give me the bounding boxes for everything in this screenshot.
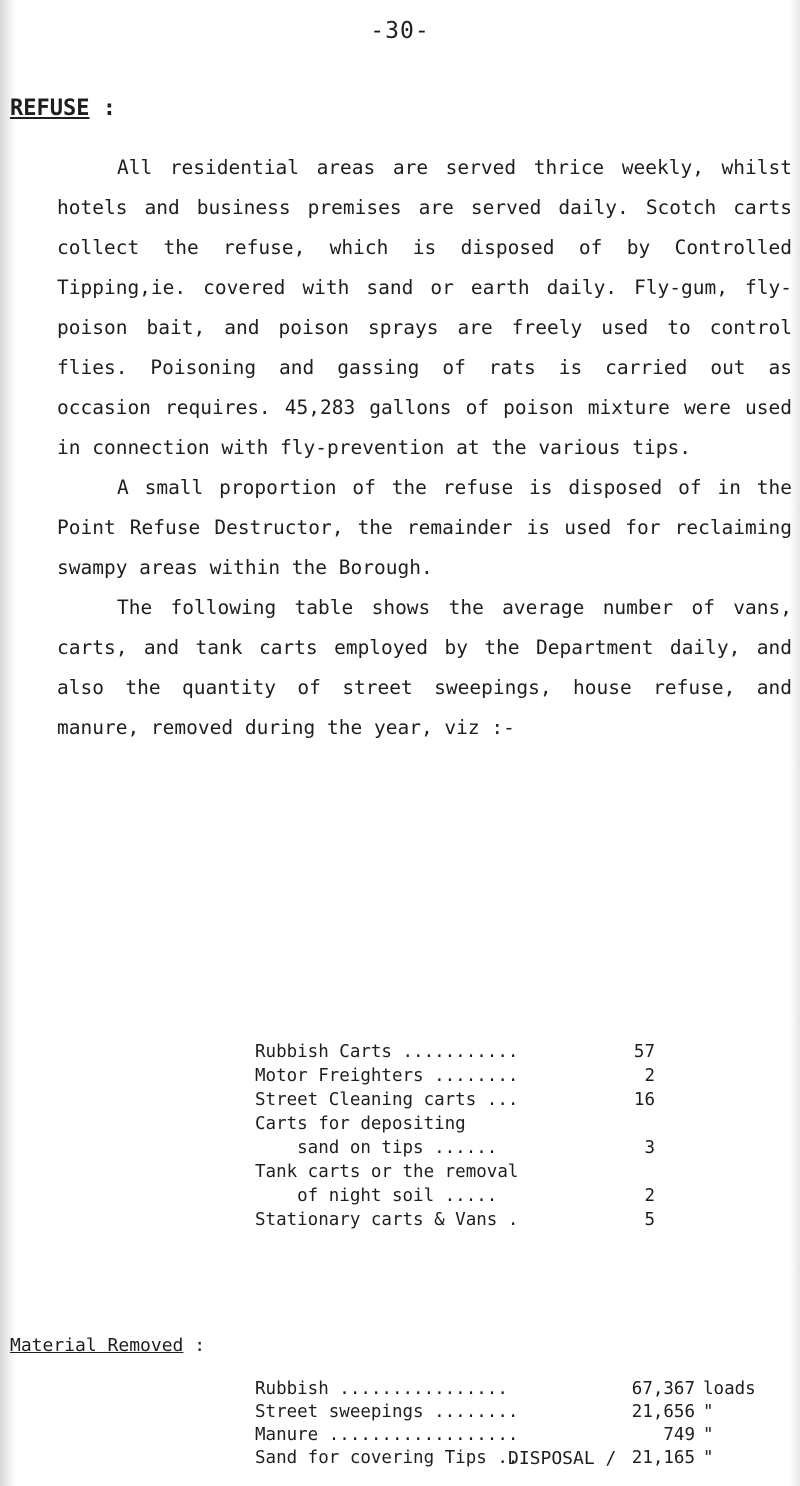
table-row bbox=[255, 1208, 655, 1232]
vehicle-count: 57 bbox=[633, 1042, 655, 1062]
vehicle-label: Stationary carts & Vans . bbox=[255, 1210, 519, 1230]
table-row bbox=[255, 1064, 655, 1088]
vehicle-label: Motor Freighters ........ bbox=[255, 1066, 519, 1086]
table-row bbox=[255, 1136, 655, 1160]
table-row bbox=[255, 1401, 770, 1424]
material-unit: " bbox=[703, 1448, 714, 1468]
material-removed-heading bbox=[10, 1335, 205, 1356]
material-label: Rubbish ................ bbox=[255, 1379, 508, 1399]
vehicle-count: 2 bbox=[644, 1186, 655, 1206]
material-quantity: 67,367 bbox=[631, 1379, 695, 1399]
vehicle-label: Carts for depositing bbox=[255, 1114, 466, 1134]
section-title-suffix: : bbox=[89, 96, 116, 121]
material-label: Manure .................. bbox=[255, 1425, 519, 1445]
section-title: REFUSE bbox=[10, 96, 90, 121]
material-unit: loads bbox=[703, 1379, 756, 1399]
vehicle-label: sand on tips ...... bbox=[255, 1138, 498, 1158]
material-removed-suffix: : bbox=[183, 1335, 206, 1356]
vehicle-count: 3 bbox=[644, 1138, 655, 1158]
table-row bbox=[255, 1424, 770, 1447]
table-row bbox=[255, 1378, 770, 1401]
body-text bbox=[57, 148, 792, 748]
paragraph-refuse-collection: All residential areas are served thrice weekly, whilst hotels and business premises are served daily. Scotch carts collect the refuse, which is disposed of by Controlled Tipping,ie. covered with sand or earth daily. Fly-gum, fly-poison bait, and poison sprays are freely used to control flies. Poisoning and gassing of rats is carried out as occasion requires. 45,283 gallons of poison mixture were used in connection with fly-prevention at the various tips. bbox=[57, 156, 792, 459]
paragraph-table-intro: The following table shows the average number of vans, carts, and tank carts employed by the Department daily, and also the quantity of street sweepings, house refuse, and manure, removed during the year, viz :- bbox=[57, 596, 792, 739]
material-removed-title: Material Removed bbox=[10, 1335, 184, 1356]
table-row bbox=[255, 1184, 655, 1208]
material-label: Street sweepings ........ bbox=[255, 1402, 519, 1422]
vehicle-label: Rubbish Carts ........... bbox=[255, 1042, 519, 1062]
material-unit: " bbox=[703, 1425, 714, 1445]
footer-catchword: DISPOSAL / bbox=[508, 1448, 617, 1469]
table-row bbox=[255, 1160, 655, 1184]
vehicle-count: 5 bbox=[644, 1210, 655, 1230]
material-quantity: 21,165 bbox=[631, 1448, 695, 1468]
vehicle-count: 16 bbox=[633, 1090, 655, 1110]
vehicle-count bbox=[615, 1160, 655, 1184]
table-row bbox=[255, 1112, 655, 1136]
vehicle-count: 2 bbox=[644, 1066, 655, 1086]
table-row bbox=[255, 1040, 655, 1064]
vehicle-count bbox=[615, 1112, 655, 1136]
vehicle-label: Tank carts or the removal bbox=[255, 1162, 519, 1182]
page-number: -30- bbox=[370, 18, 430, 44]
table-row bbox=[255, 1088, 655, 1112]
vehicle-label: of night soil ..... bbox=[255, 1186, 498, 1206]
section-heading bbox=[10, 96, 116, 121]
material-unit: " bbox=[703, 1402, 714, 1422]
material-label: Sand for covering Tips .. bbox=[255, 1448, 519, 1468]
page-left-edge-shadow bbox=[0, 0, 16, 1486]
vehicle-label: Street Cleaning carts ... bbox=[255, 1090, 519, 1110]
paragraph-refuse-disposal: A small proportion of the refuse is disposed of in the Point Refuse Destructor, the remainder is used for reclaiming swampy areas within the Borough. bbox=[57, 476, 792, 579]
vehicle-table bbox=[255, 1040, 655, 1232]
material-quantity: 21,656 bbox=[631, 1402, 695, 1422]
material-quantity: 749 bbox=[663, 1425, 695, 1445]
